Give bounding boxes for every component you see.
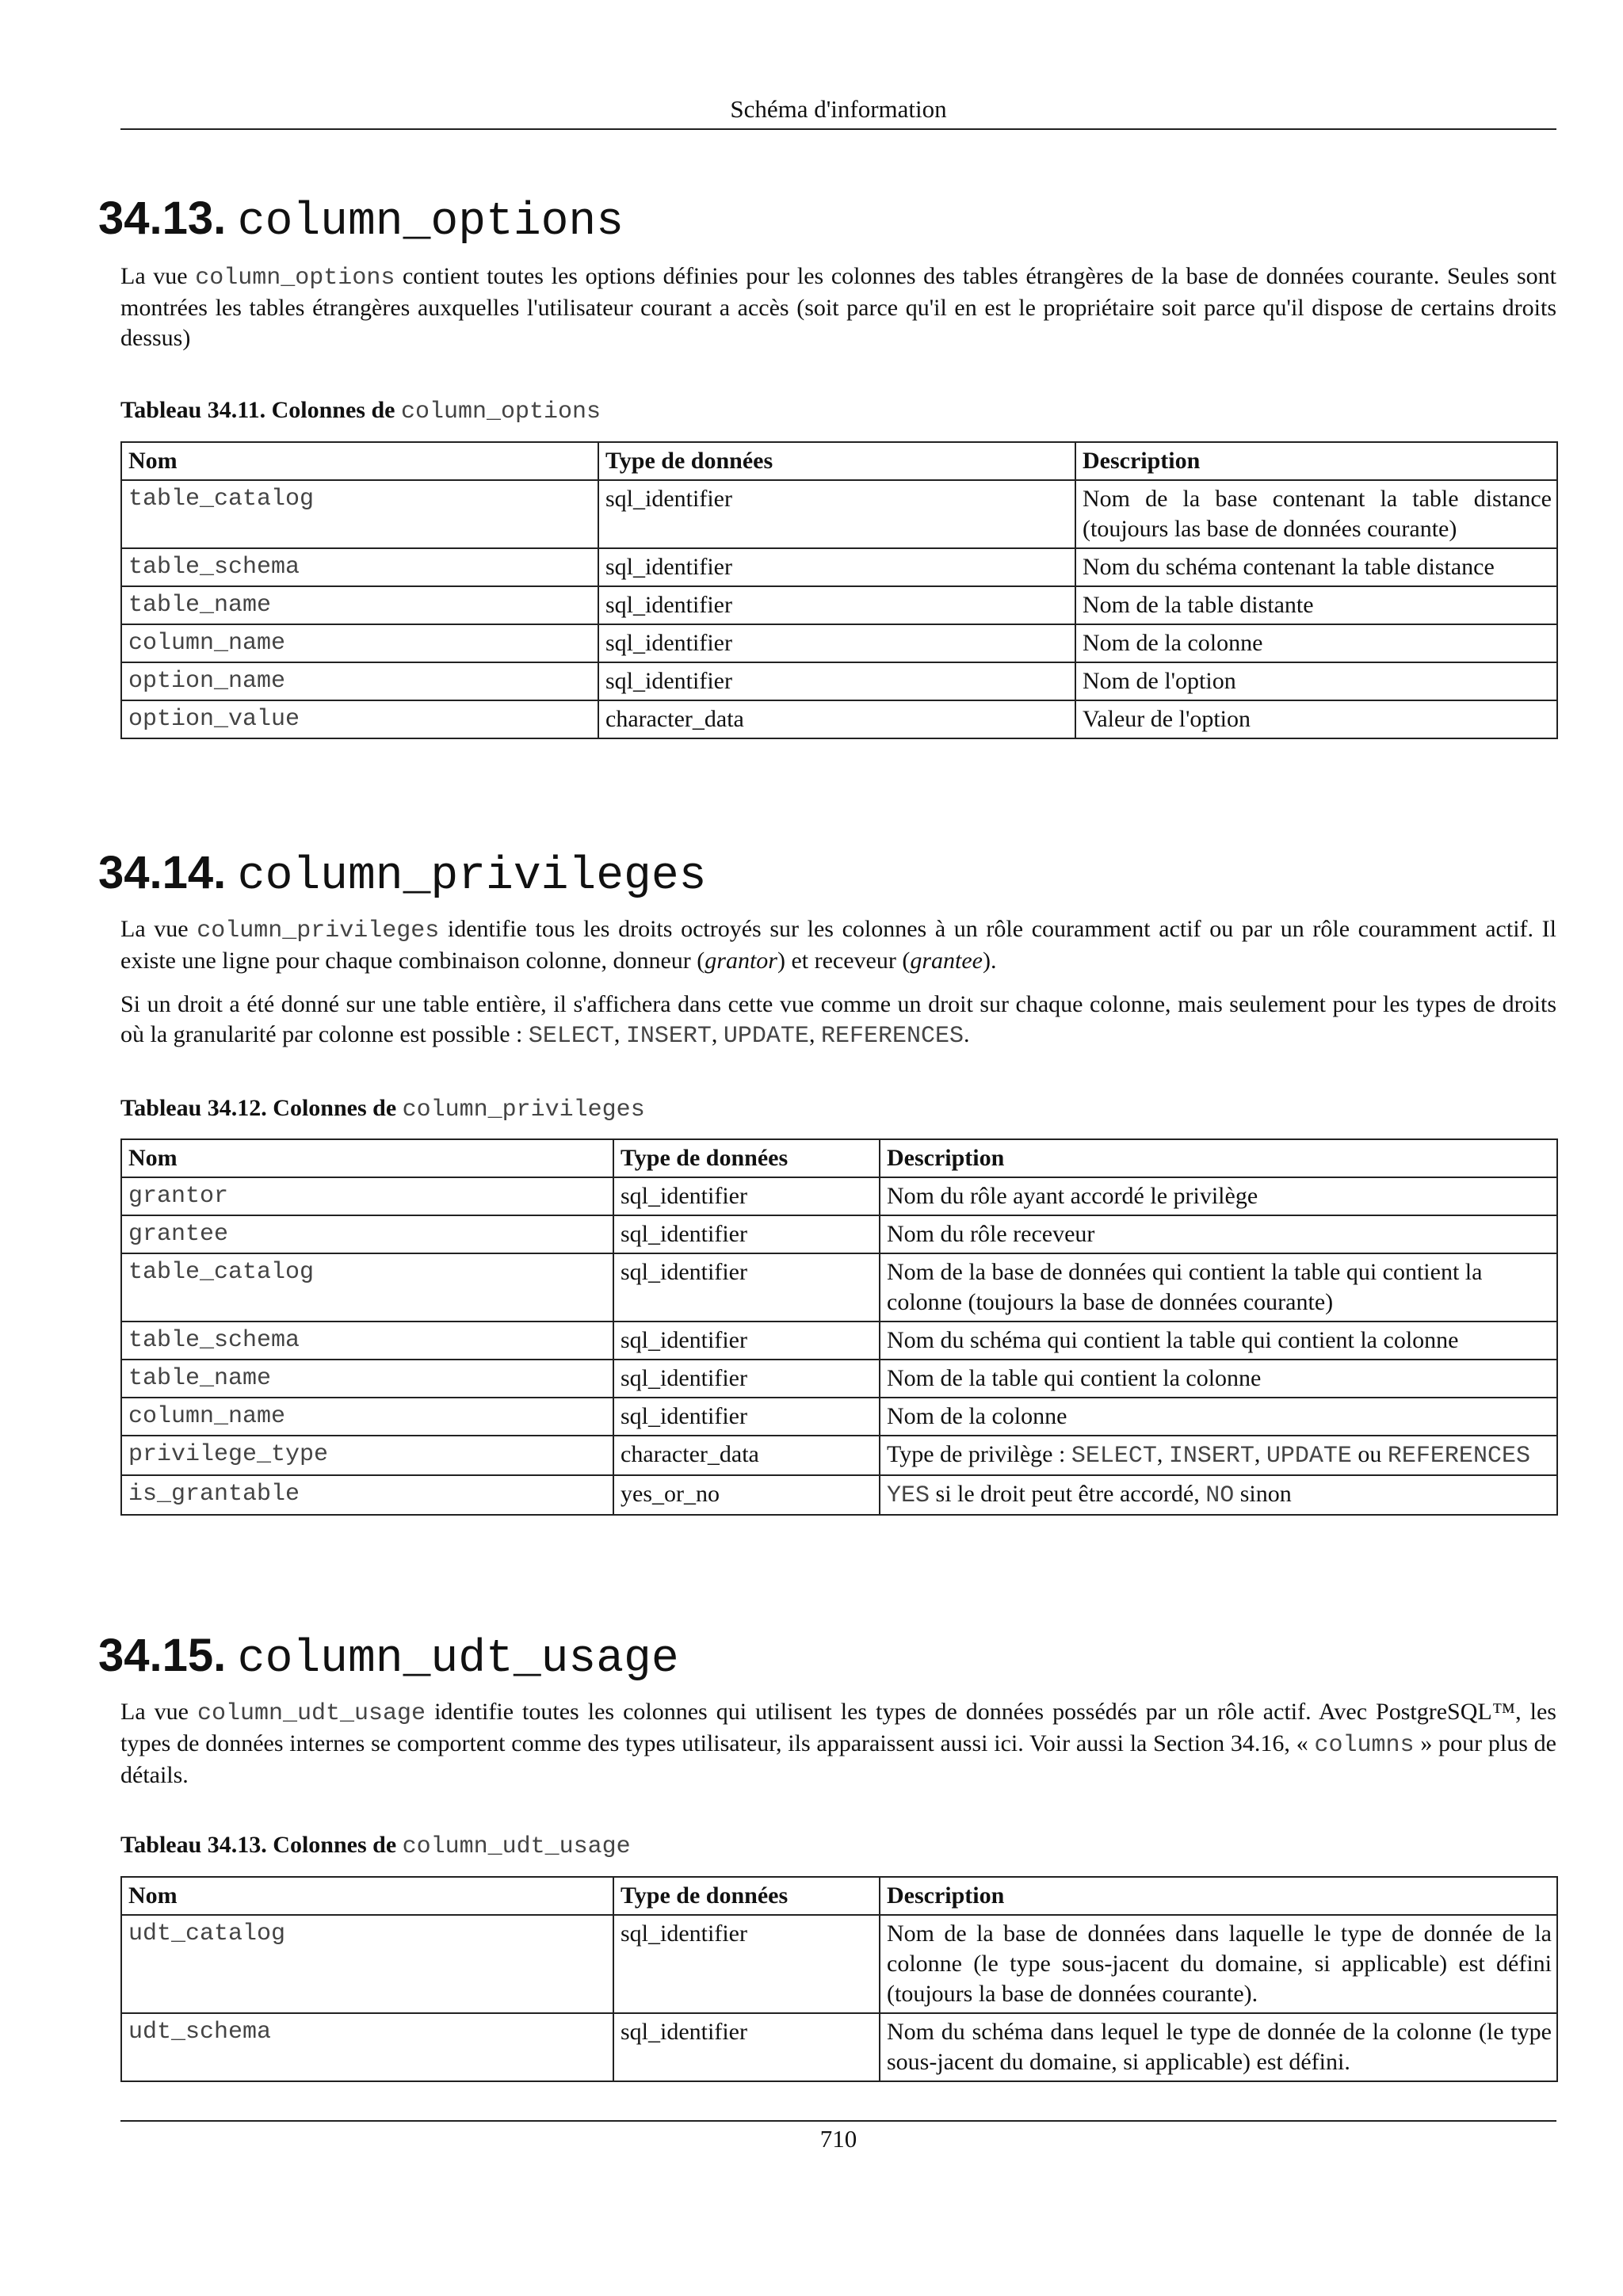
intro-text: identifie toutes les colonnes qui utilisent les types de données possédés par un rôle actif. Avec PostgreSQL™, les types de données internes se comportent comme des types utilisateur, ils apparaissent aussi ici. Voir aussi la Section 34.16, « (120, 1699, 1556, 1756)
inline-code: columns (1314, 1732, 1415, 1759)
cell-description: Nom de l'option (1075, 662, 1557, 700)
table-row (121, 1215, 1557, 1253)
header-cell: Nom (121, 1139, 613, 1177)
cell-name: table_name (121, 586, 598, 624)
inline-code: UPDATE (1266, 1443, 1352, 1470)
header-cell: Description (880, 1877, 1557, 1915)
table-row (121, 1360, 1557, 1398)
intro-text: La vue (120, 916, 197, 942)
header-cell: Type de données (598, 442, 1075, 480)
separator: , (613, 1021, 626, 1047)
caption-code: column_udt_usage (402, 1833, 631, 1860)
section-name: column_options (237, 196, 624, 248)
intro-text: La vue (120, 1699, 197, 1725)
intro-text: ). (983, 948, 997, 974)
header-rule (120, 128, 1556, 130)
intro-column-options (120, 261, 1556, 353)
cell-name: column_name (121, 1398, 613, 1436)
footer-rule (120, 2120, 1556, 2122)
header-cell: Description (1075, 442, 1557, 480)
table-row (121, 586, 1557, 624)
inline-code: YES (887, 1482, 930, 1509)
cell-description (880, 1436, 1557, 1475)
header-cell: Description (880, 1139, 1557, 1177)
intro-text: . (963, 1021, 970, 1047)
section-number: 34.13. (98, 193, 227, 244)
table-caption (120, 1093, 645, 1125)
table-caption (120, 1830, 631, 1862)
cell-type: sql_identifier (613, 1360, 880, 1398)
cell-type: sql_identifier (598, 624, 1075, 662)
cell-description: Nom du schéma contenant la table distance (1075, 548, 1557, 586)
table-header-row (121, 442, 1557, 480)
emphasis: grantee (910, 948, 983, 974)
table-row (121, 1398, 1557, 1436)
separator: , (1156, 1441, 1169, 1467)
page-number: 710 (819, 2125, 857, 2153)
table-row (121, 548, 1557, 586)
table-row (121, 624, 1557, 662)
table-header-row (121, 1139, 1557, 1177)
cell-description: Nom de la base de données dans laquelle le type de donnée de la colonne (le type sous-jacent du domaine, si applicable) est défini (toujours la base de données courante). (880, 1915, 1557, 2013)
separator: ou (1351, 1441, 1388, 1467)
caption-label: Tableau 34.12. Colonnes de (120, 1095, 403, 1121)
table-caption (120, 395, 601, 427)
inline-code: INSERT (1168, 1443, 1254, 1470)
inline-code: REFERENCES (820, 1023, 964, 1050)
section-name: column_privileges (237, 851, 707, 902)
cell-type: sql_identifier (598, 586, 1075, 624)
cell-name: table_schema (121, 1322, 613, 1360)
inline-code: INSERT (625, 1023, 712, 1050)
cell-name: table_name (121, 1360, 613, 1398)
running-header: Schéma d'information (730, 95, 947, 123)
caption-label: Tableau 34.13. Colonnes de (120, 1832, 403, 1858)
table-row (121, 662, 1557, 700)
cell-name: option_value (121, 700, 598, 738)
section-title-column-privileges (98, 845, 706, 906)
table-row (121, 1322, 1557, 1360)
section-name: column_udt_usage (237, 1634, 679, 1685)
table-row (121, 2013, 1557, 2081)
cell-description: Nom de la colonne (880, 1398, 1557, 1436)
inline-code: column_udt_usage (197, 1700, 426, 1727)
cell-name: udt_catalog (121, 1915, 613, 2013)
cell-description: Nom du rôle ayant accordé le privilège (880, 1177, 1557, 1215)
header-cell: Type de données (613, 1877, 880, 1915)
cell-name: table_catalog (121, 1253, 613, 1322)
header-cell: Nom (121, 442, 598, 480)
caption-code: column_options (400, 399, 601, 425)
cell-description: Nom de la base de données qui contient la table qui contient la colonne (toujours la base de données courante) (880, 1253, 1557, 1322)
cell-description: Nom de la colonne (1075, 624, 1557, 662)
table-column-udt-usage (120, 1876, 1558, 2082)
table-row (121, 1253, 1557, 1322)
header-cell: Nom (121, 1877, 613, 1915)
cell-name: column_name (121, 624, 598, 662)
cell-type: sql_identifier (598, 662, 1075, 700)
cell-type: sql_identifier (598, 480, 1075, 548)
section-title-column-options (98, 190, 624, 251)
separator: , (711, 1021, 724, 1047)
cell-name: option_name (121, 662, 598, 700)
cell-description: Valeur de l'option (1075, 700, 1557, 738)
inline-code: column_options (195, 265, 395, 292)
intro-text: La vue (120, 263, 196, 289)
cell-description: Nom de la table distante (1075, 586, 1557, 624)
cell-type: sql_identifier (613, 1915, 880, 2013)
section-title-column-udt-usage (98, 1627, 679, 1688)
separator: , (1254, 1441, 1266, 1467)
cell-type: yes_or_no (613, 1475, 880, 1515)
cell-text: Type de privilège : (887, 1441, 1071, 1467)
table-column-options (120, 441, 1558, 739)
inline-code: column_privileges (197, 917, 440, 944)
cell-description: Nom du rôle receveur (880, 1215, 1557, 1253)
table-row (121, 480, 1557, 548)
intro2-column-privileges (120, 990, 1556, 1051)
cell-type: sql_identifier (613, 2013, 880, 2081)
table-row (121, 1475, 1557, 1515)
cell-text: si le droit peut être accordé, (930, 1481, 1206, 1507)
cell-type: sql_identifier (613, 1253, 880, 1322)
intro-text: Si un droit a été donné sur une table entière, il s'affichera dans cette vue comme un droit sur chaque colonne, mais seulement pour les types de droits où la granularité par colonne est possible : (120, 991, 1556, 1047)
table-row (121, 1915, 1557, 2013)
cell-type: sql_identifier (598, 548, 1075, 586)
intro-text: » pour plus de détails. (120, 1730, 1556, 1788)
intro-column-udt-usage (120, 1697, 1556, 1791)
separator: , (808, 1021, 821, 1047)
inline-code: SELECT (1071, 1443, 1157, 1470)
section-number: 34.14. (98, 847, 227, 898)
table-column-privileges (120, 1138, 1558, 1516)
cell-type: character_data (613, 1436, 880, 1475)
cell-type: sql_identifier (613, 1177, 880, 1215)
cell-description: Nom de la table qui contient la colonne (880, 1360, 1557, 1398)
cell-type: character_data (598, 700, 1075, 738)
cell-name: table_schema (121, 548, 598, 586)
intro-text: ) et receveur ( (777, 948, 911, 974)
caption-label: Tableau 34.11. Colonnes de (120, 397, 401, 423)
cell-type: sql_identifier (613, 1322, 880, 1360)
cell-description: Nom de la base contenant la table distance (toujours las base de données courante) (1075, 480, 1557, 548)
cell-name: grantee (121, 1215, 613, 1253)
cell-name: is_grantable (121, 1475, 613, 1515)
cell-type: sql_identifier (613, 1215, 880, 1253)
cell-name: privilege_type (121, 1436, 613, 1475)
emphasis: grantor (705, 948, 777, 974)
header-cell: Type de données (613, 1139, 880, 1177)
cell-name: grantor (121, 1177, 613, 1215)
inline-code: SELECT (528, 1023, 614, 1050)
cell-text: sinon (1234, 1481, 1292, 1507)
table-header-row (121, 1877, 1557, 1915)
cell-type: sql_identifier (613, 1398, 880, 1436)
intro-column-privileges (120, 914, 1556, 976)
intro-text: contient toutes les options définies pour les colonnes des tables étrangères de la base de données courante. Seules sont montrées les tables étrangères auxquelles l'utilisateur courant a accès (soit parce qu'il en est le propriétaire soit parce qu'il dispose de certains droits dessus) (120, 263, 1556, 351)
table-row (121, 700, 1557, 738)
table-row (121, 1436, 1557, 1475)
table-row (121, 1177, 1557, 1215)
cell-name: udt_schema (121, 2013, 613, 2081)
caption-code: column_privileges (402, 1097, 645, 1123)
intro-text: identifie tous les droits octroyés sur les colonnes à un rôle couramment actif ou par un rôle couramment actif. Il existe une ligne pour chaque combinaison colonne, donneur ( (120, 916, 1556, 974)
inline-code: NO (1205, 1482, 1235, 1509)
cell-description: Nom du schéma dans lequel le type de donnée de la colonne (le type sous-jacent du domaine, si applicable) est défini. (880, 2013, 1557, 2081)
inline-code: UPDATE (723, 1023, 809, 1050)
inline-code: REFERENCES (1387, 1443, 1530, 1470)
cell-description (880, 1475, 1557, 1515)
cell-name: table_catalog (121, 480, 598, 548)
cell-description: Nom du schéma qui contient la table qui contient la colonne (880, 1322, 1557, 1360)
section-number: 34.15. (98, 1630, 227, 1681)
